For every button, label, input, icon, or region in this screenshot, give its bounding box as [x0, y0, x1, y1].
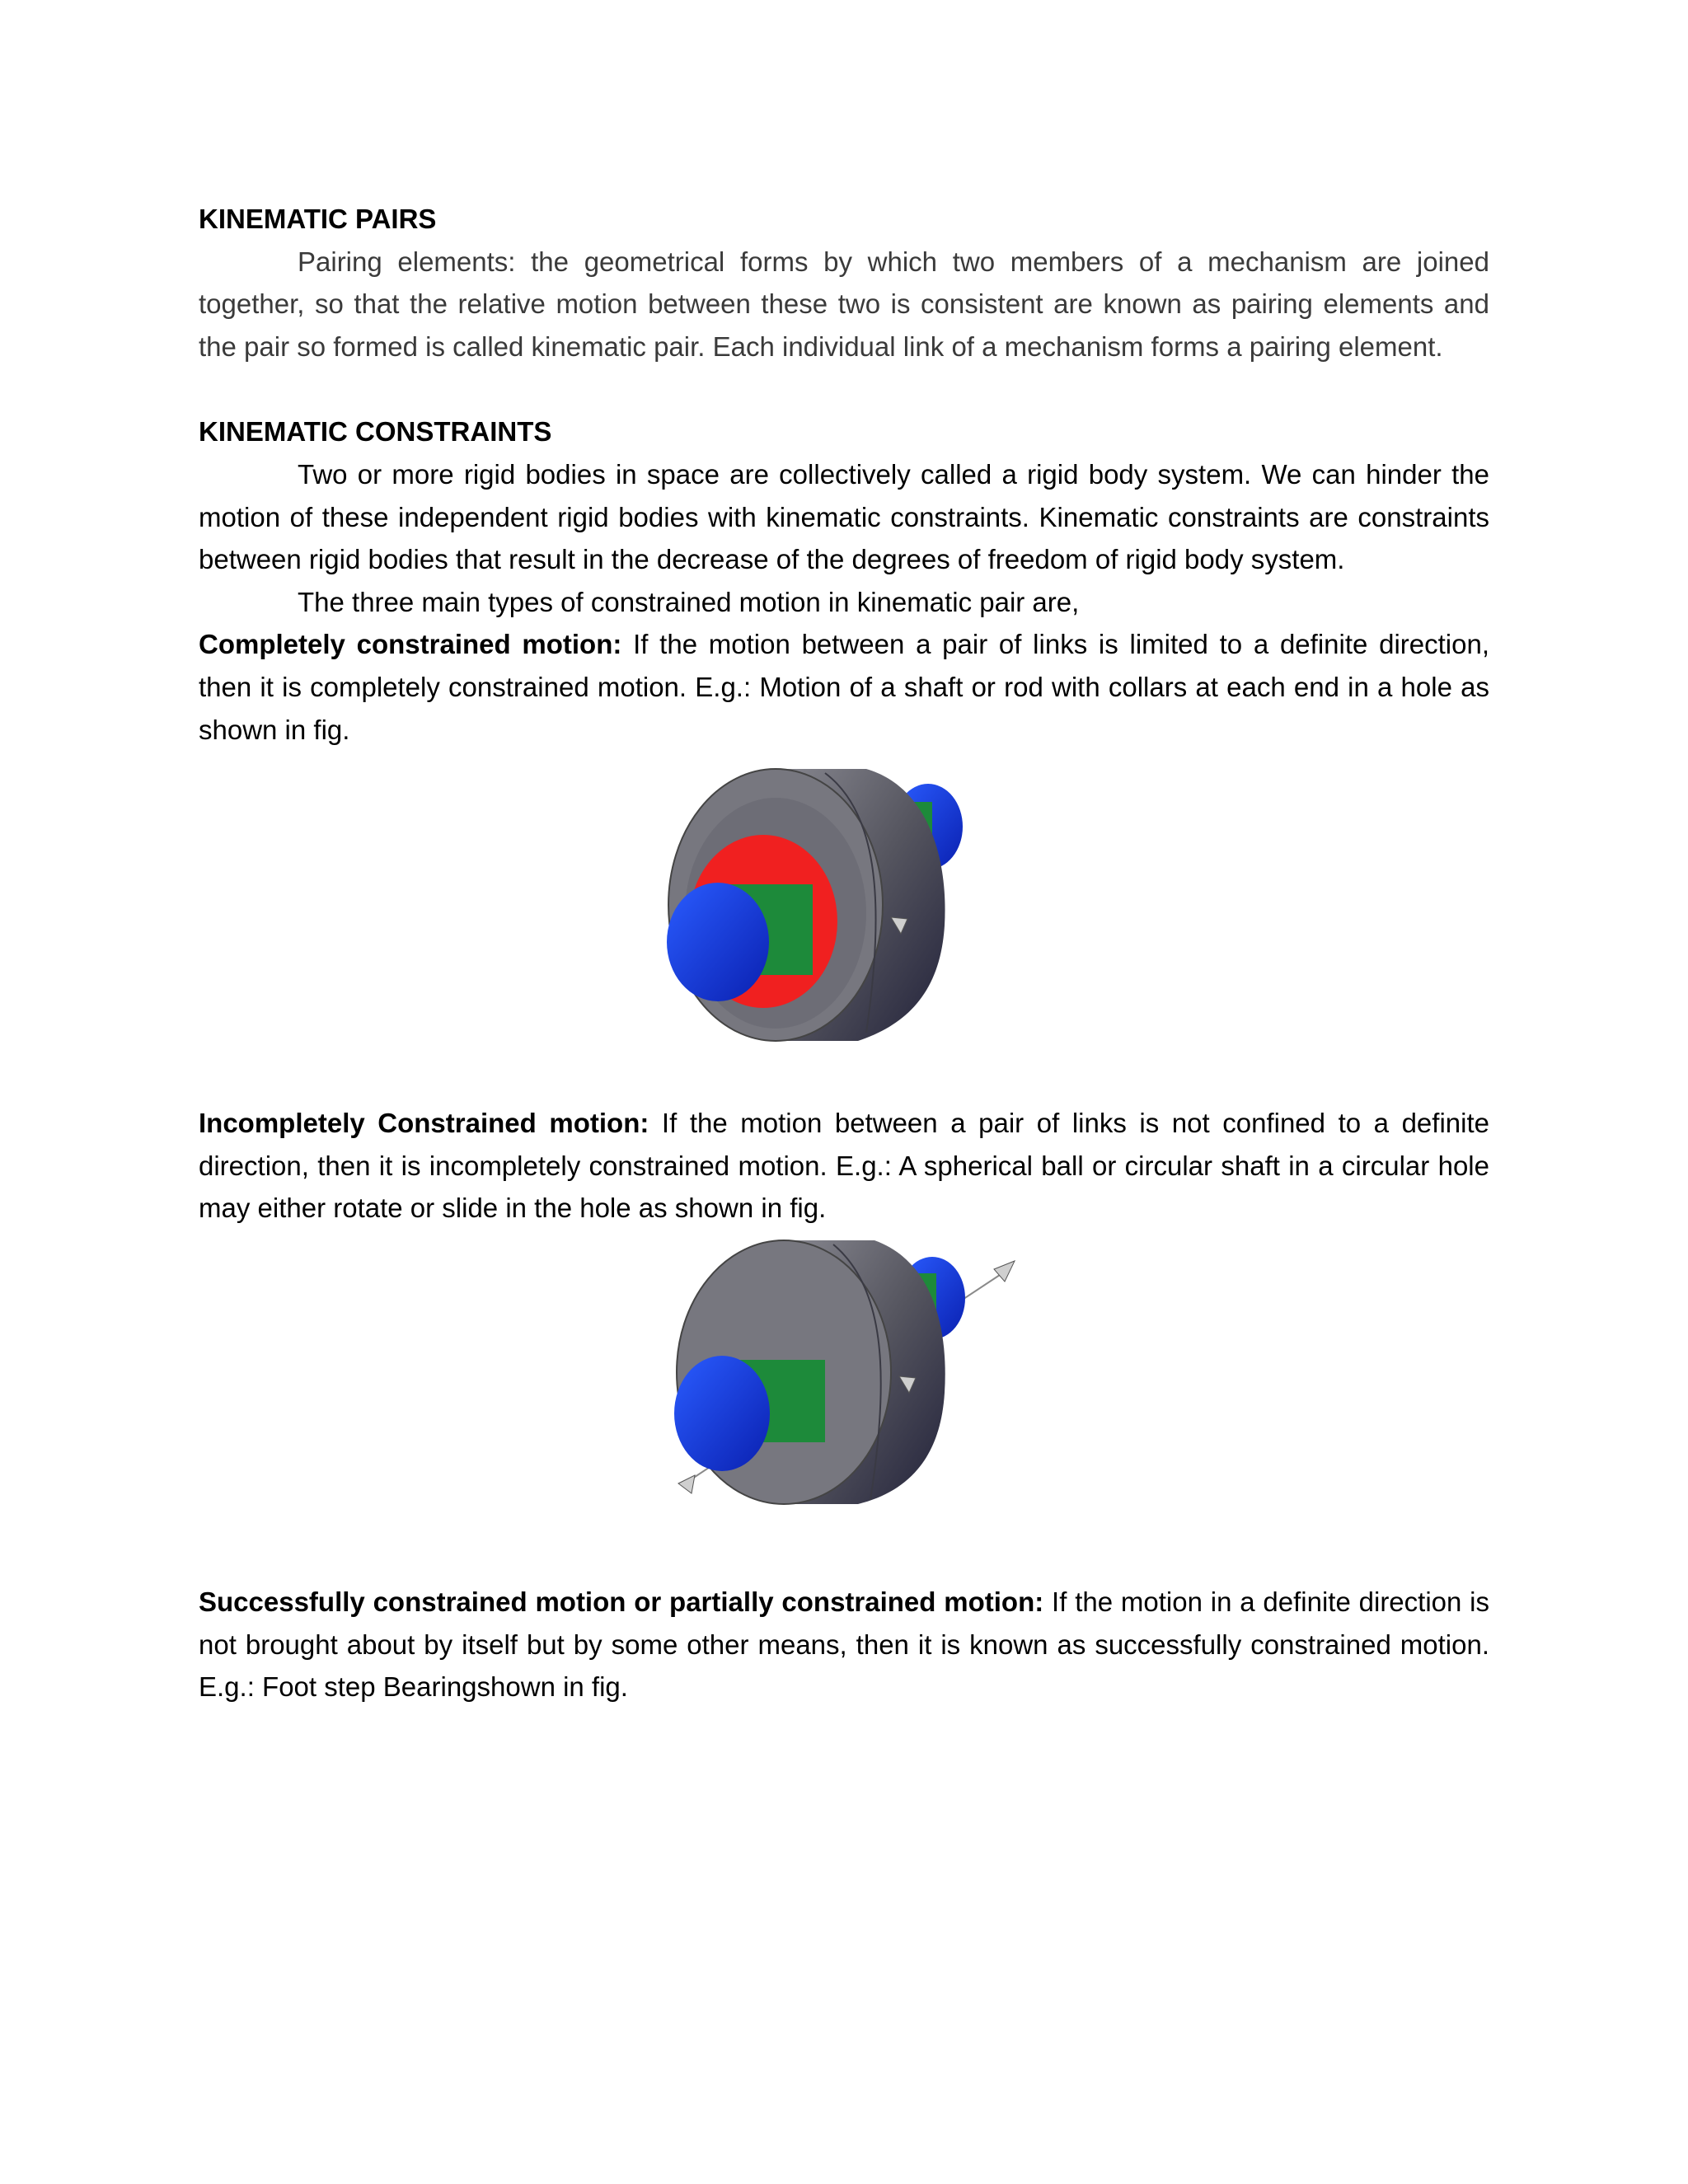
term-successfully-constrained: Successfully constrained motion or partially constrained motion:: [199, 1586, 1044, 1617]
paragraph-incompletely-constrained: [199, 1102, 1489, 1230]
term-incompletely-constrained: Incompletely Constrained motion:: [199, 1108, 649, 1139]
term-completely-constrained: Completely constrained motion:: [199, 629, 622, 660]
shaft-with-collars-illustration: [660, 761, 1056, 1049]
paragraph-pairing-elements: Pairing elements: the geometrical forms by which two members of a mechanism are joined together, so that the relative motion between these two is consistent are known as pairing elements and the pair so formed is called kinematic pair. Each individual link of a mechanism forms a pairing element.: [199, 246, 1489, 362]
paragraph-successfully-constrained: [199, 1581, 1489, 1708]
text-incompletely-constrained: If the motion between a pair of links is not confined to a definite direction, then it is incompletely constrained motion. E.g.: A spherical ball or circular shaft in a circular hole may either rotate or slide in the hole as shown in fig.: [199, 1108, 1489, 1224]
paragraph-constraints: Two or more rigid bodies in space are collectively called a rigid body system. We can hinder the motion of these independent rigid bodies with kinematic constraints. Kinematic constraints are constraints between rigid bodies that result in the decrease of the degrees of freedom of rigid body system.: [199, 458, 1489, 575]
paragraph-completely-constrained: [199, 623, 1489, 751]
text-completely-constrained: If the motion between a pair of links is limited to a definite direction, then it is completely constrained motion. E.g.: Motion of a shaft or rod with collars at each end in a hole as shown in fig.: [199, 629, 1489, 745]
heading-kinematic-pairs: KINEMATIC PAIRS: [199, 204, 437, 234]
document-body: [199, 198, 1489, 1708]
figure-incompletely-constrained: [199, 1230, 1489, 1538]
shaft-in-hole-illustration: [660, 1236, 1056, 1516]
heading-kinematic-constraints: KINEMATIC CONSTRAINTS: [199, 416, 552, 448]
text-successfully-constrained: If the motion in a definite direction is not brought about by itself but by some other means, then it is known as successfully constrained motion. E.g.: Foot step Bearingshown in fig.: [199, 1586, 1490, 1703]
figure-completely-constrained: [199, 751, 1489, 1059]
paragraph-types-intro: The three main types of constrained motion in kinematic pair are,: [298, 586, 1080, 617]
